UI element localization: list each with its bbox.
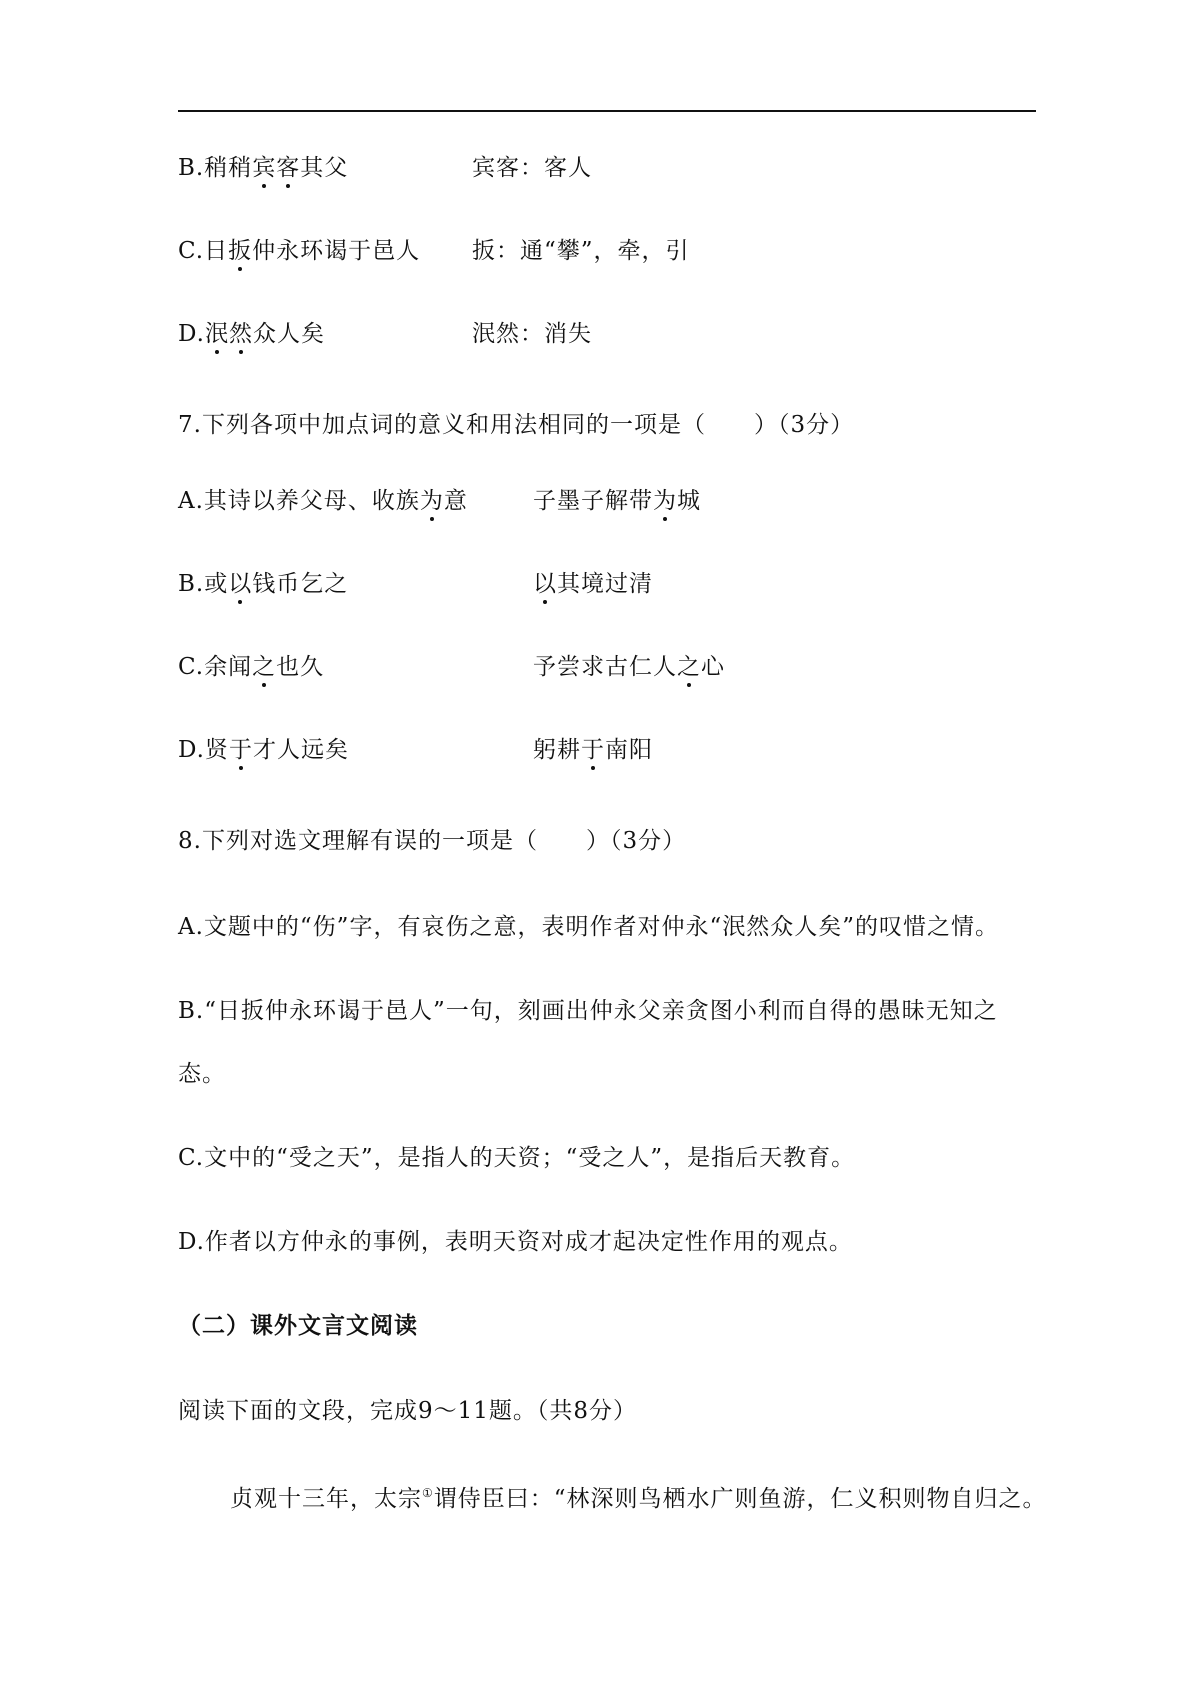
q8-option-b: B.“日扳仲永环谒于邑人”一句，刻画出仲永父亲贪图小利而自得的愚昧无知之: [178, 998, 998, 1024]
gloss-text: 宾客：客人: [472, 155, 592, 181]
emphasized-char: 之: [252, 654, 277, 680]
option-text: 意: [443, 488, 468, 514]
gloss-text: 扳：通“攀”，牵，引: [472, 238, 690, 264]
option-text: 仲永环谒于邑人: [252, 238, 421, 264]
q7-option-c: [178, 652, 725, 682]
option-text: 众人矣: [252, 321, 325, 347]
emphasized-char: 然: [228, 321, 253, 347]
q8-stem: 8.下列对选文理解有误的一项是（ ）（3分）: [178, 828, 687, 854]
q6-option-c: [178, 236, 690, 266]
q7-option-a: [178, 486, 701, 516]
q8-option-c: C.文中的“受之天”，是指人的天资；“受之人”，是指后天教育。: [178, 1145, 856, 1171]
emphasized-char: 于: [228, 737, 253, 763]
q7-option-d: [178, 735, 653, 765]
q7-option-c-compare: 予尝求古仁人之心: [533, 654, 725, 680]
passage-line: [230, 1484, 1047, 1514]
passage-text: 谓侍臣曰：“林深则鸟栖水广则鱼游，仁义积则物自归之。: [433, 1486, 1047, 1512]
emphasized-char: 于: [581, 737, 605, 763]
footnote-marker: ①: [422, 1486, 434, 1500]
q8-option-a: A.文题中的“伤”字，有哀伤之意，表明作者对仲永“泯然众人矣”的叹惜之情。: [178, 914, 999, 940]
q7-option-b: [178, 569, 653, 599]
header-rule: [178, 110, 1036, 112]
option-text: B.稍稍: [178, 155, 253, 181]
emphasized-char: 宾: [252, 155, 277, 181]
q7-option-d-compare: 躬耕于南阳: [533, 737, 653, 763]
gloss-text: 泯然：消失: [472, 321, 592, 347]
option-text: 其父: [300, 155, 349, 181]
q7-option-a-compare: 子墨子解带为城: [533, 488, 701, 514]
option-text: 才人远矣: [252, 737, 349, 763]
section-title: （二）课外文言文阅读: [178, 1313, 418, 1339]
option-text: D.: [178, 321, 205, 347]
passage-text: 贞观十三年，太宗: [230, 1486, 422, 1512]
option-text: 也久: [276, 654, 325, 680]
q6-option-b: [178, 153, 592, 183]
option-text: C.余闻: [178, 654, 253, 680]
emphasized-char: 以: [228, 571, 253, 597]
q7-stem: 7.下列各项中加点词的意义和用法相同的一项是（ ）（3分）: [178, 412, 855, 438]
q8-option-b-cont: 态。: [178, 1061, 226, 1087]
emphasized-char: 之: [677, 654, 701, 680]
option-text: A.其诗以养父母、收族: [178, 488, 420, 514]
emphasized-char: 扳: [228, 238, 253, 264]
q7-option-b-compare: 以其境过清: [533, 571, 653, 597]
emphasized-char: 客: [276, 155, 301, 181]
option-text: 钱币乞之: [252, 571, 349, 597]
option-text: B.或: [178, 571, 229, 597]
emphasized-char: 为: [653, 488, 677, 514]
emphasized-char: 以: [533, 571, 557, 597]
section-instruction: 阅读下面的文段，完成9～11题。（共8分）: [178, 1398, 638, 1424]
emphasized-char: 泯: [204, 321, 229, 347]
emphasized-char: 为: [419, 488, 444, 514]
option-text: D.贤: [178, 737, 229, 763]
q8-option-d: D.作者以方仲永的事例，表明天资对成才起决定性作用的观点。: [178, 1229, 853, 1255]
q6-option-d: [178, 319, 592, 349]
option-text: C.日: [178, 238, 229, 264]
